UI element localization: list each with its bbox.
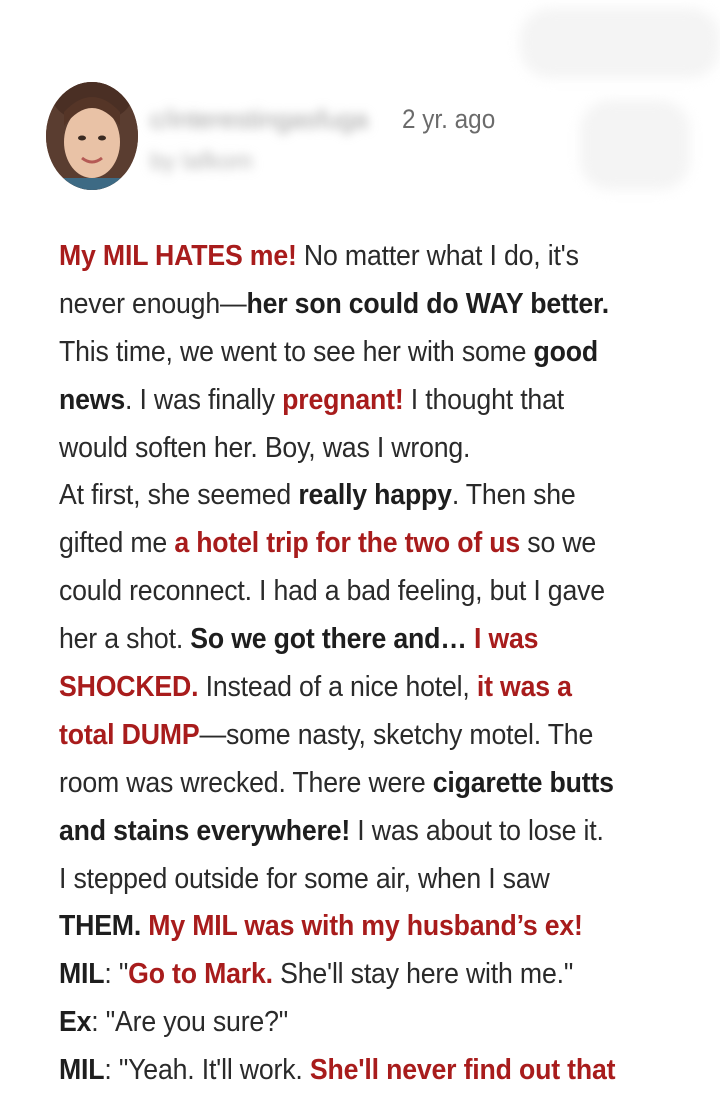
bold-text: So we got there and… (190, 623, 474, 656)
body-text: : "Yeah. It'll work. (104, 1054, 310, 1087)
post-text-line (59, 616, 666, 664)
body-text: : "Are you sure?" (91, 1006, 289, 1039)
post-text-line (59, 233, 666, 281)
post-text-line (59, 856, 666, 904)
body-text: so we (520, 527, 597, 560)
post-text-line (59, 808, 666, 856)
bold-text: Ex (59, 1006, 92, 1039)
post-header (46, 82, 666, 192)
bold-text: her son could do WAY better. (246, 287, 609, 320)
highlighted-text: I was (473, 623, 539, 656)
body-text: This time, we went to see her with some (59, 335, 534, 368)
highlighted-text: pregnant! (282, 383, 404, 416)
body-text: No matter what I do, it's (296, 240, 579, 272)
post-byline: by lafkom (150, 148, 253, 175)
post-body (59, 233, 719, 1095)
post-text-line (59, 377, 666, 425)
body-text: Instead of a nice hotel, (198, 671, 477, 704)
post-text-line (59, 425, 666, 473)
body-text: —some nasty, sketchy motel. The (199, 718, 594, 751)
bold-text: THEM. (59, 910, 142, 943)
post-text-line (59, 329, 666, 377)
body-text: gifted me (59, 527, 175, 560)
highlighted-text: Go to Mark. (128, 958, 273, 991)
post-text-line (59, 760, 666, 808)
highlighted-text: SHOCKED. (59, 671, 199, 704)
highlighted-text: My MIL was with my husband’s ex! (148, 910, 583, 943)
post-text-line (59, 951, 666, 999)
post-text-line (59, 1047, 666, 1095)
highlighted-text: total DUMP (59, 718, 200, 751)
body-text: I stepped outside for some air, when I saw (59, 862, 550, 895)
body-text: At first, she seemed (59, 479, 299, 512)
highlighted-text: She'll never find out that (309, 1054, 616, 1087)
body-text: : " (104, 958, 129, 991)
post-text-line (59, 999, 666, 1047)
highlighted-text: it was a (476, 671, 572, 704)
avatar-photo-icon (46, 82, 138, 190)
body-text: room was wrecked. There were (59, 766, 433, 799)
body-text: never enough— (59, 287, 247, 320)
post-timestamp: 2 yr. ago (402, 104, 496, 134)
bold-text: and stains everywhere! (59, 814, 351, 847)
post-text-line (59, 664, 666, 712)
post-text-line (59, 712, 666, 760)
body-text: . Then she (451, 479, 576, 512)
bold-text: MIL (59, 1054, 105, 1087)
body-text: her a shot. (59, 623, 191, 656)
body-text: . I was finally (124, 383, 283, 416)
highlighted-text: My MIL HATES me! (59, 240, 297, 272)
body-text: I thought that (403, 383, 564, 416)
post-text-line (59, 281, 666, 329)
bold-text: news (59, 383, 125, 416)
body-text (141, 910, 148, 942)
user-avatar[interactable] (46, 82, 138, 190)
bold-text: cigarette butts (432, 766, 614, 799)
highlighted-text: a hotel trip for the two of us (174, 527, 521, 560)
body-text: would soften her. Boy, was I wrong. (59, 431, 471, 464)
bold-text: MIL (59, 958, 105, 991)
post-text-line (59, 520, 666, 568)
blurred-background-element (520, 8, 720, 78)
post-text-line (59, 903, 666, 951)
post-text-line (59, 568, 666, 616)
body-text: could reconnect. I had a bad feeling, but I gave (59, 575, 605, 608)
bold-text: really happy (298, 479, 452, 512)
body-text: She'll stay here with me." (272, 958, 574, 991)
body-text: I was about to lose it. (350, 814, 604, 847)
username[interactable]: c/interestingasfuga (150, 104, 369, 134)
bold-text: good (533, 335, 599, 368)
post-text-line (59, 472, 666, 520)
